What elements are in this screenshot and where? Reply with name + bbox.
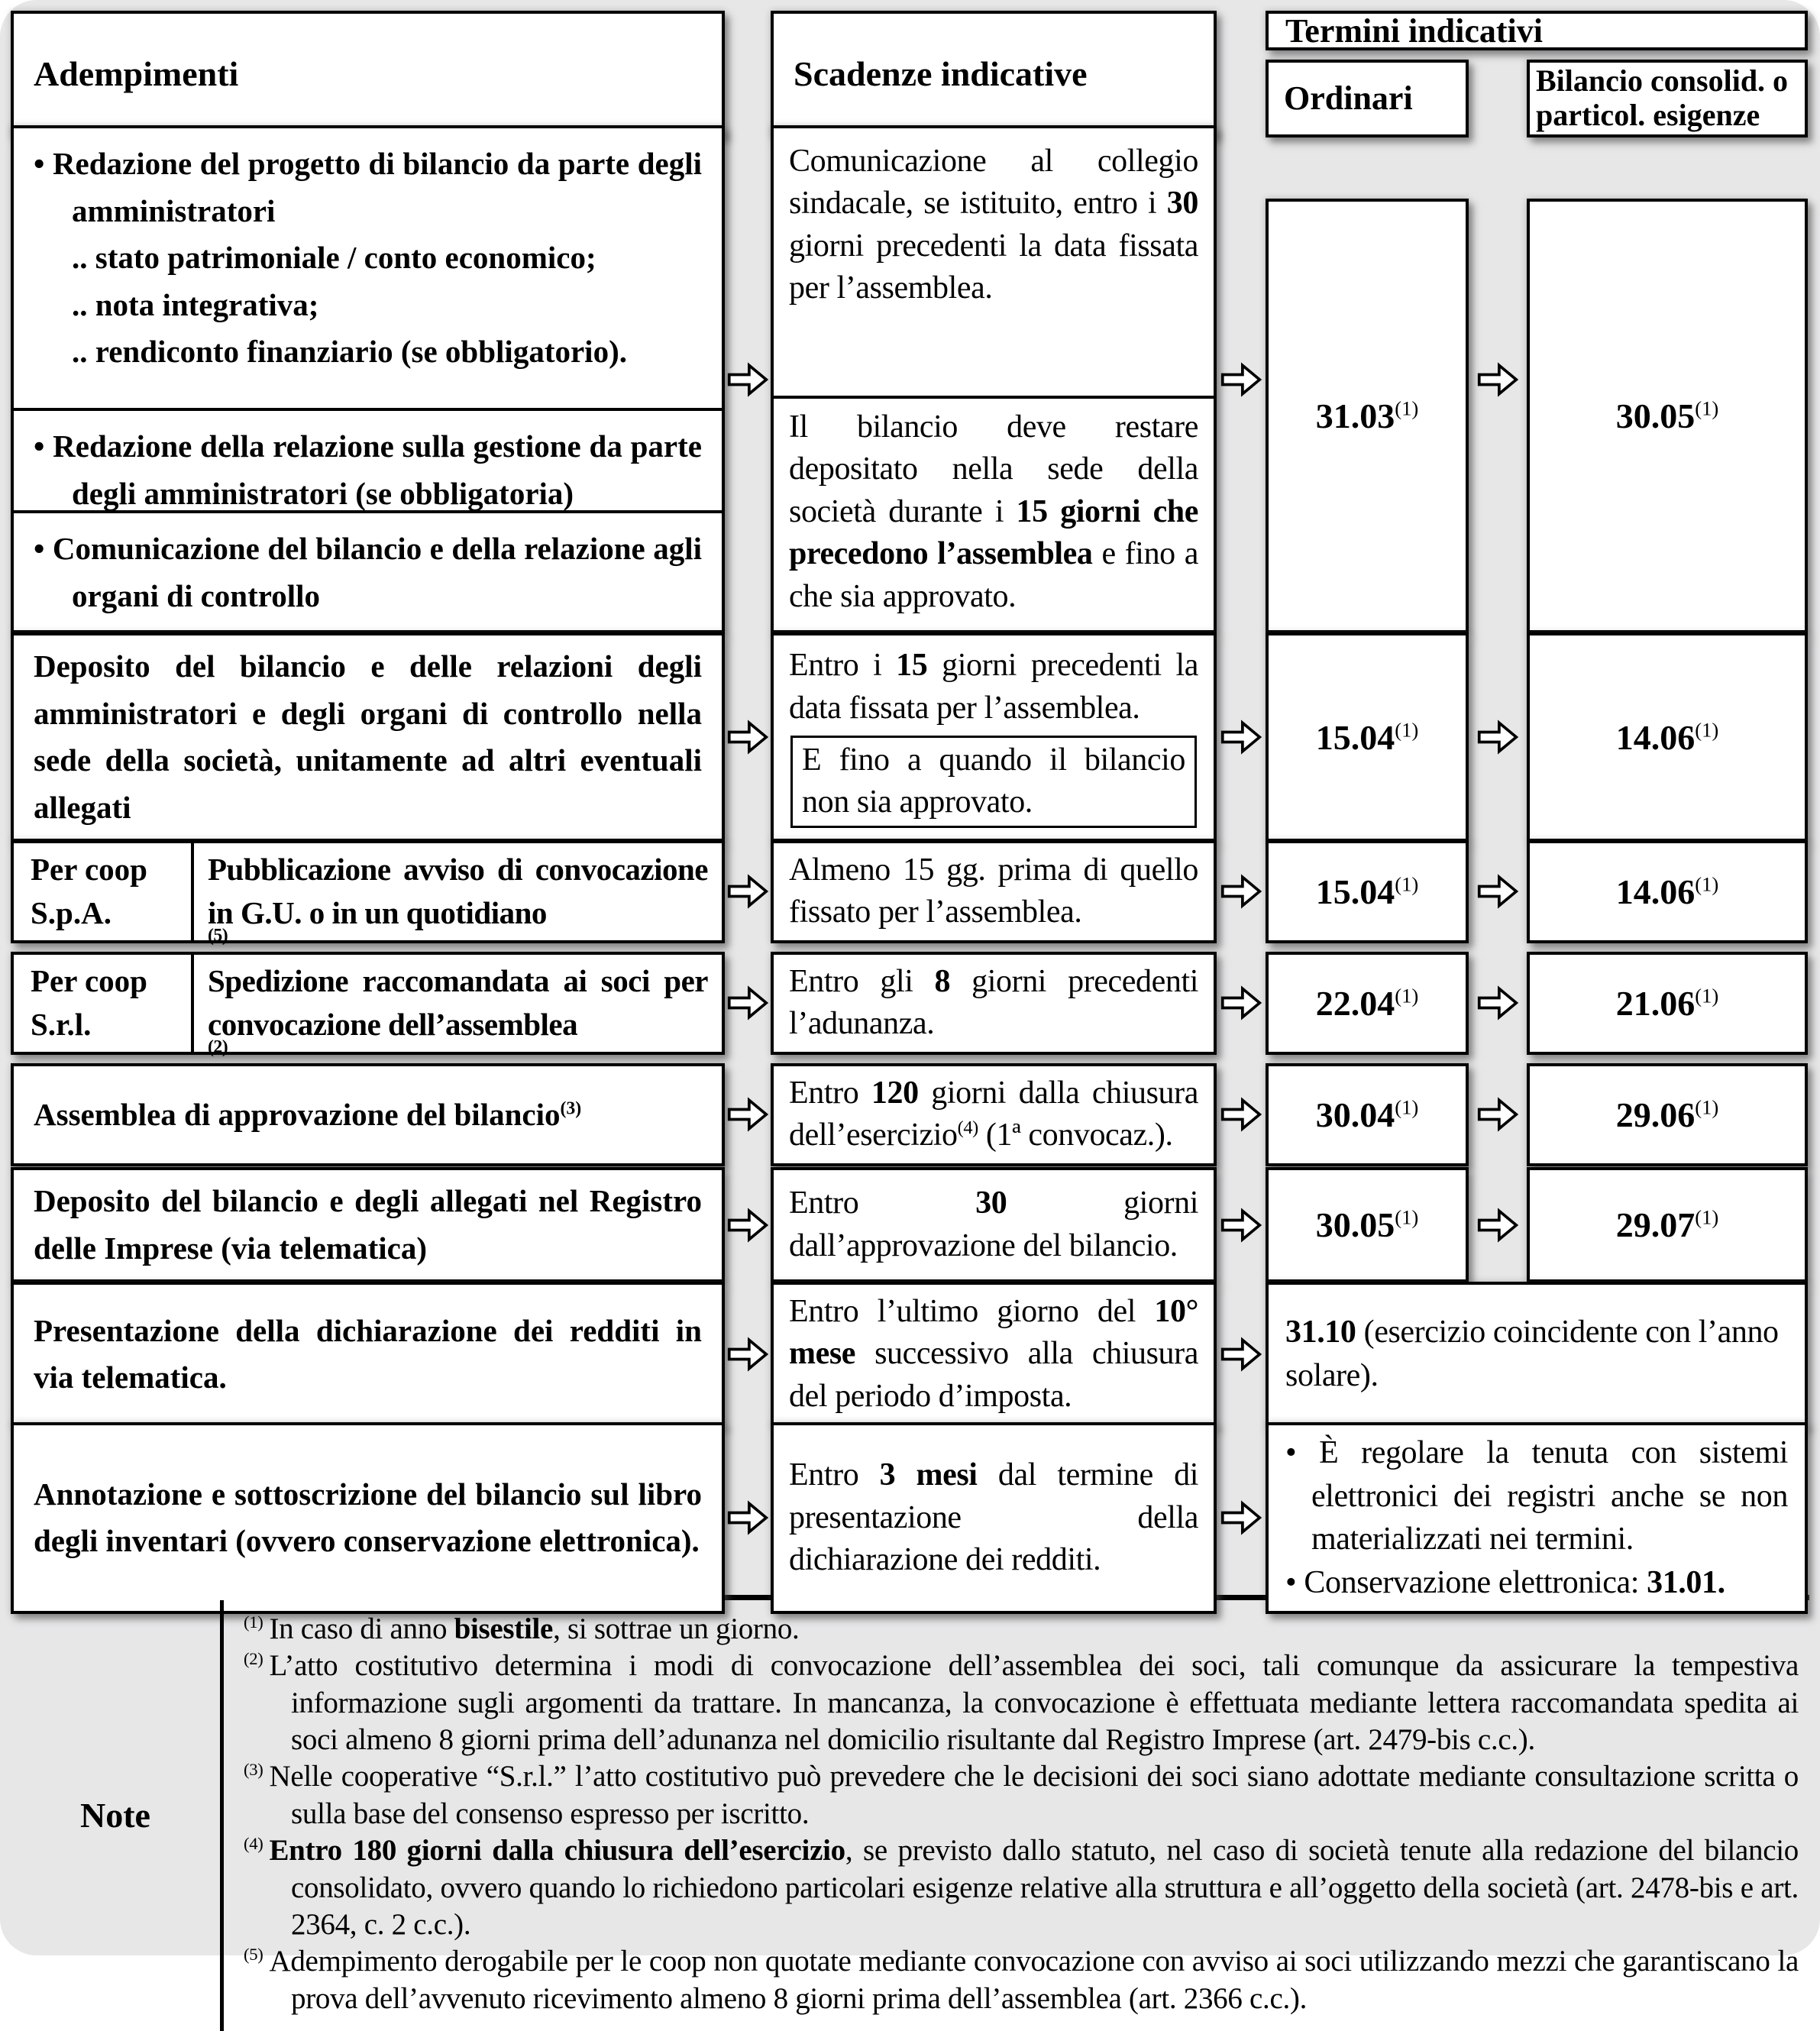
footnote-text: Entro 180 giorni dalla chiusura dell’esercizio, se previsto dallo statuto, nel caso di società tenute alla redazione del bilancio consolidato, ovvero quando lo richiedono particolari esigenze relative alla struttura e all’oggetto della società (art. 2478-bis e art. 2364, c. 2 c.c.). — [269, 1834, 1799, 1941]
adempimento-text: Pubblicazione avviso di convocazione in G.U. o in un quotidiano (5) — [208, 852, 708, 946]
right-arrow-icon — [1476, 1208, 1519, 1243]
arrow-cell — [1469, 632, 1527, 842]
termine-ordinari — [1266, 1167, 1469, 1282]
adempimento-coop-spa-box — [11, 840, 725, 946]
adempimento-text: .. stato patrimoniale / conto economico; — [72, 240, 596, 275]
adempimento-dichiarazione-box — [11, 1282, 725, 1427]
termine-ordinari-value: 15.04$^{(1)}$ — [1315, 872, 1419, 911]
footnote-text: Adempimento derogabile per le coop non quotate mediante convocazione con avviso ai soci utilizzando mezzi che garantiscano la prova dell’avvenuto ricevimento almeno 8 giorni prima dell’assemblea (art. 2366 c.c.). — [269, 1945, 1799, 2015]
termine-ordinari-value: 30.04$^{(1)}$ — [1315, 1095, 1419, 1134]
right-arrow-icon — [726, 362, 769, 397]
termine-bullet: • È regolare la tenuta con sistemi elettronici dei registri anche se non materializzati nei termini. — [1285, 1435, 1788, 1557]
row-dichiarazione-redditi — [11, 1282, 1809, 1414]
footnote-text: In caso di anno bisestile, si sottrae un giorno. — [269, 1612, 800, 1645]
adempimento-redazione-box — [11, 125, 725, 633]
termine-consolidato-value: 14.06$^{(1)}$ — [1615, 872, 1719, 911]
adempimento-text: • Redazione della relazione sulla gestione da parte degli amministratori (se obbligatoria) — [34, 429, 702, 511]
consolidato-cell — [1527, 125, 1808, 633]
scadenza-assemblea-box — [771, 1063, 1217, 1166]
arrow-cell — [1469, 1063, 1527, 1166]
arrow-cell — [725, 952, 771, 1055]
adempimento-text: .. rendiconto finanziario (se obbligatorio). — [72, 334, 627, 369]
termine-consolidato — [1527, 952, 1808, 1055]
termine-ordinari — [1266, 632, 1469, 842]
footnote-4 — [244, 1832, 1799, 1943]
termine-bullet: • Conservazione elettronica: 31.01. — [1285, 1565, 1725, 1601]
adempimento-text: • Comunicazione del bilancio e della relazione agli organi di controllo — [34, 531, 702, 613]
termine-ordinari — [1266, 840, 1469, 943]
header-gap-2 — [1217, 11, 1266, 137]
header-consolidato-label: Bilancio consolid. o particol. esigenze — [1536, 63, 1789, 132]
header-gap-1 — [725, 11, 771, 137]
termine-consolidato — [1527, 632, 1808, 842]
arrow-cell — [1217, 840, 1266, 943]
footnote-1 — [244, 1611, 1799, 1648]
scadenza-text: Almeno 15 gg. prima di quello fissato per l’assemblea. — [789, 852, 1198, 930]
adempimento-text: Deposito del bilancio e delle relazioni degli amministratori e degli organi di controllo nella sede della società, unitamente ad altri eventuali allegati — [34, 648, 702, 825]
adempimento-text: Assemblea di approvazione del bilancio$^{(3)}$ — [34, 1096, 582, 1132]
arrow-cell — [1469, 840, 1527, 943]
scadenza-deposito-registro-box — [771, 1167, 1217, 1282]
row-assemblea — [11, 1063, 1809, 1153]
right-arrow-icon — [726, 1208, 769, 1243]
arrow-cell — [725, 1063, 771, 1166]
right-arrow-icon — [1220, 1337, 1262, 1372]
adempimento-comunicazione-sec3 — [14, 510, 722, 630]
termine-wide-text: 31.10 (esercizio coincidente con l’anno solare). — [1285, 1315, 1779, 1394]
adempimento-redazione-sec1 — [14, 128, 722, 408]
adempimento-assemblea-box — [11, 1063, 725, 1166]
right-arrow-icon — [1220, 720, 1262, 755]
adempimento-deposito-registro-box — [11, 1167, 725, 1282]
arrow-cell — [725, 1167, 771, 1282]
footnote-text: Nelle cooperative “S.r.l.” l’atto costitutivo può prevedere che le decisioni dei soci siano adottate mediante consultazione scritta o sulla base del consenso espresso per iscritto. — [269, 1760, 1799, 1830]
table-header-row — [11, 11, 1809, 132]
coop-srl-tag: Per coop S.r.l. — [31, 963, 147, 1043]
termine-consolidato — [1527, 199, 1808, 633]
scadenza-coop-spa-box — [771, 840, 1217, 943]
header-termini-group — [1266, 11, 1808, 137]
notes-section — [11, 1595, 1809, 2031]
coop-spa-tag: Per coop S.p.A. — [31, 852, 147, 931]
scadenza-text: Il bilancio deve restare depositato nella sede della società durante i 15 giorni che precedono l’assemblea e fino a che sia approvato. — [789, 409, 1199, 614]
scadenza-text: Entro gli 8 giorni precedenti l’adunanza. — [789, 964, 1198, 1042]
scadenza-comunicazione-collegio — [774, 128, 1214, 396]
header-scadenze-label: Scadenze indicative — [794, 54, 1088, 94]
arrow-cell — [1469, 1167, 1527, 1282]
arrow-cell — [725, 840, 771, 943]
header-ordinari-label: Ordinari — [1284, 79, 1413, 118]
row-deposito-registro — [11, 1167, 1809, 1266]
scadenza-coop-srl-box — [771, 952, 1217, 1055]
scadenza-text: Entro 120 giorni dalla chiusura dell’esercizio$^{(4)}$ (1ª convocaz.). — [789, 1075, 1198, 1153]
notes-label: Note — [80, 1796, 150, 1835]
footnote-2 — [244, 1648, 1799, 1758]
arrow-cell — [1217, 1422, 1266, 1614]
arrow-cell — [1217, 1167, 1266, 1282]
arrow-cell — [725, 632, 771, 842]
right-arrow-icon — [1476, 874, 1519, 909]
right-arrow-icon — [1220, 362, 1262, 397]
arrow-cell — [1217, 1063, 1266, 1166]
scadenza-text: Entro 30 giorni dall’approvazione del bilancio. — [789, 1185, 1198, 1263]
right-arrow-icon — [726, 720, 769, 755]
arrow-cell — [1217, 952, 1266, 1055]
right-arrow-icon — [1220, 1208, 1262, 1243]
termine-libro-inventari-box — [1266, 1422, 1808, 1614]
arrow-cell — [1217, 632, 1266, 842]
footnote-marker: (2) — [244, 1649, 263, 1669]
termine-consolidato-value: 14.06$^{(1)}$ — [1615, 717, 1719, 757]
termine-consolidato-value: 21.06$^{(1)}$ — [1615, 983, 1719, 1023]
termine-consolidato — [1527, 840, 1808, 943]
scadenza-text: Entro l’ultimo giorno del 10° mese successivo alla chiusura del periodo d’imposta. — [789, 1294, 1198, 1414]
row-libro-inventari — [11, 1422, 1809, 1601]
right-arrow-icon — [1220, 985, 1262, 1020]
arrow-cell — [1469, 125, 1527, 633]
scadenza-text: Entro i 15 giorni precedenti la data fissata per l’assemblea. — [789, 648, 1198, 726]
termine-consolidato-value: 29.06$^{(1)}$ — [1615, 1095, 1719, 1134]
right-arrow-icon — [726, 874, 769, 909]
notes-label-cell — [11, 1600, 220, 2031]
termine-ordinari-value: 15.04$^{(1)}$ — [1315, 717, 1419, 757]
scadenza-inner-note-box — [790, 736, 1197, 828]
adempimento-libro-inventari-box — [11, 1422, 725, 1614]
right-arrow-icon — [1220, 1500, 1262, 1535]
scadenza-text: Comunicazione al collegio sindacale, se istituito, entro i 30 giorni precedenti la data fissata per l’assemblea. — [789, 144, 1198, 306]
adempimento-text: Annotazione e sottoscrizione del bilancio sul libro degli inventari (ovvero conservazione elettronica). — [34, 1476, 702, 1559]
termine-ordinari — [1266, 1063, 1469, 1166]
adempimento-text: Deposito del bilancio e degli allegati nel Registro delle Imprese (via telematica) — [34, 1183, 702, 1266]
footnote-marker: (4) — [244, 1834, 263, 1854]
scadenza-text: Entro 3 mesi dal termine di presentazione della dichiarazione dei redditi. — [789, 1457, 1198, 1578]
row-deposito-sede — [11, 632, 1809, 825]
right-arrow-icon — [726, 1500, 769, 1535]
right-arrow-icon — [1220, 1097, 1262, 1132]
footnote-marker: (3) — [244, 1760, 263, 1780]
row-coop-spa — [11, 840, 1809, 946]
arrow-cell — [725, 1422, 771, 1614]
scadenza-deposito-sede-box — [771, 632, 1217, 842]
adempimento-text: • Redazione del progetto di bilancio da parte degli amministratori — [34, 146, 702, 228]
header-adempimenti-label: Adempimenti — [34, 54, 239, 94]
ordinari-cell — [1266, 125, 1469, 633]
arrow-cell — [725, 125, 771, 633]
arrow-cell — [725, 1282, 771, 1427]
arrow-cell — [1217, 1282, 1266, 1427]
right-arrow-icon — [1476, 720, 1519, 755]
right-arrow-icon — [1476, 362, 1519, 397]
adempimento-text: Presentazione della dichiarazione dei redditi in via telematica. — [34, 1312, 702, 1396]
scadenza-dichiarazione-box — [771, 1282, 1217, 1427]
scadenza-redazione-box — [771, 125, 1217, 633]
right-arrow-icon — [1476, 1097, 1519, 1132]
footnote-marker: (5) — [244, 1945, 263, 1965]
termine-consolidato — [1527, 1063, 1808, 1166]
termine-ordinari-value: 31.03$^{(1)}$ — [1315, 396, 1419, 435]
header-termini — [1266, 11, 1808, 50]
row-coop-srl — [11, 952, 1809, 1057]
adempimento-coop-srl-box — [11, 952, 725, 1055]
adempimento-text: Spedizione raccomandata ai soci per convocazione dell’assemblea (2) — [208, 963, 708, 1057]
termine-ordinari-value: 22.04$^{(1)}$ — [1315, 983, 1419, 1023]
scadenza-libro-inventari-box — [771, 1422, 1217, 1614]
right-arrow-icon — [1476, 985, 1519, 1020]
adempimento-relazione-sec2 — [14, 408, 722, 510]
termine-consolidato-value: 29.07$^{(1)}$ — [1615, 1205, 1719, 1244]
header-scadenze — [771, 11, 1217, 137]
right-arrow-icon — [1220, 874, 1262, 909]
right-arrow-icon — [726, 985, 769, 1020]
termine-ordinari — [1266, 952, 1469, 1055]
scadenza-inner-text: E fino a quando il bilancio non sia approvato. — [802, 742, 1185, 820]
termine-consolidato-value: 30.05$^{(1)}$ — [1615, 396, 1719, 435]
termine-dichiarazione-box — [1266, 1282, 1808, 1427]
notes-body — [224, 1600, 1809, 2031]
termine-ordinari — [1266, 199, 1469, 633]
footnote-5 — [244, 1943, 1799, 2017]
footnote-3 — [244, 1758, 1799, 1832]
right-arrow-icon — [726, 1337, 769, 1372]
arrow-cell — [1469, 952, 1527, 1055]
row-redazione-progetto — [11, 125, 1809, 614]
adempimento-text: .. nota integrativa; — [72, 286, 319, 322]
adempimento-deposito-sede-box — [11, 632, 725, 842]
termine-consolidato — [1527, 1167, 1808, 1282]
header-adempimenti — [11, 11, 725, 137]
footnote-marker: (1) — [244, 1612, 263, 1632]
termine-ordinari-value: 30.05$^{(1)}$ — [1315, 1205, 1419, 1244]
right-arrow-icon — [726, 1097, 769, 1132]
arrow-cell — [1217, 125, 1266, 633]
footnote-text: L’atto costitutivo determina i modi di convocazione dell’assemblea dei soci, tali comunque da assicurare la tempestiva informazione sugli argomenti da trattare. In mancanza, la convocazione è effettuata mediante lettera raccomandata spedita ai soci almeno 8 giorni prima dell’adunanza nel domicilio risultante dal Registro Imprese (art. 2479-bis c.c.). — [269, 1649, 1799, 1757]
header-termini-label: Termini indicativi — [1285, 11, 1543, 50]
scadenza-deposito-sede — [774, 396, 1214, 630]
